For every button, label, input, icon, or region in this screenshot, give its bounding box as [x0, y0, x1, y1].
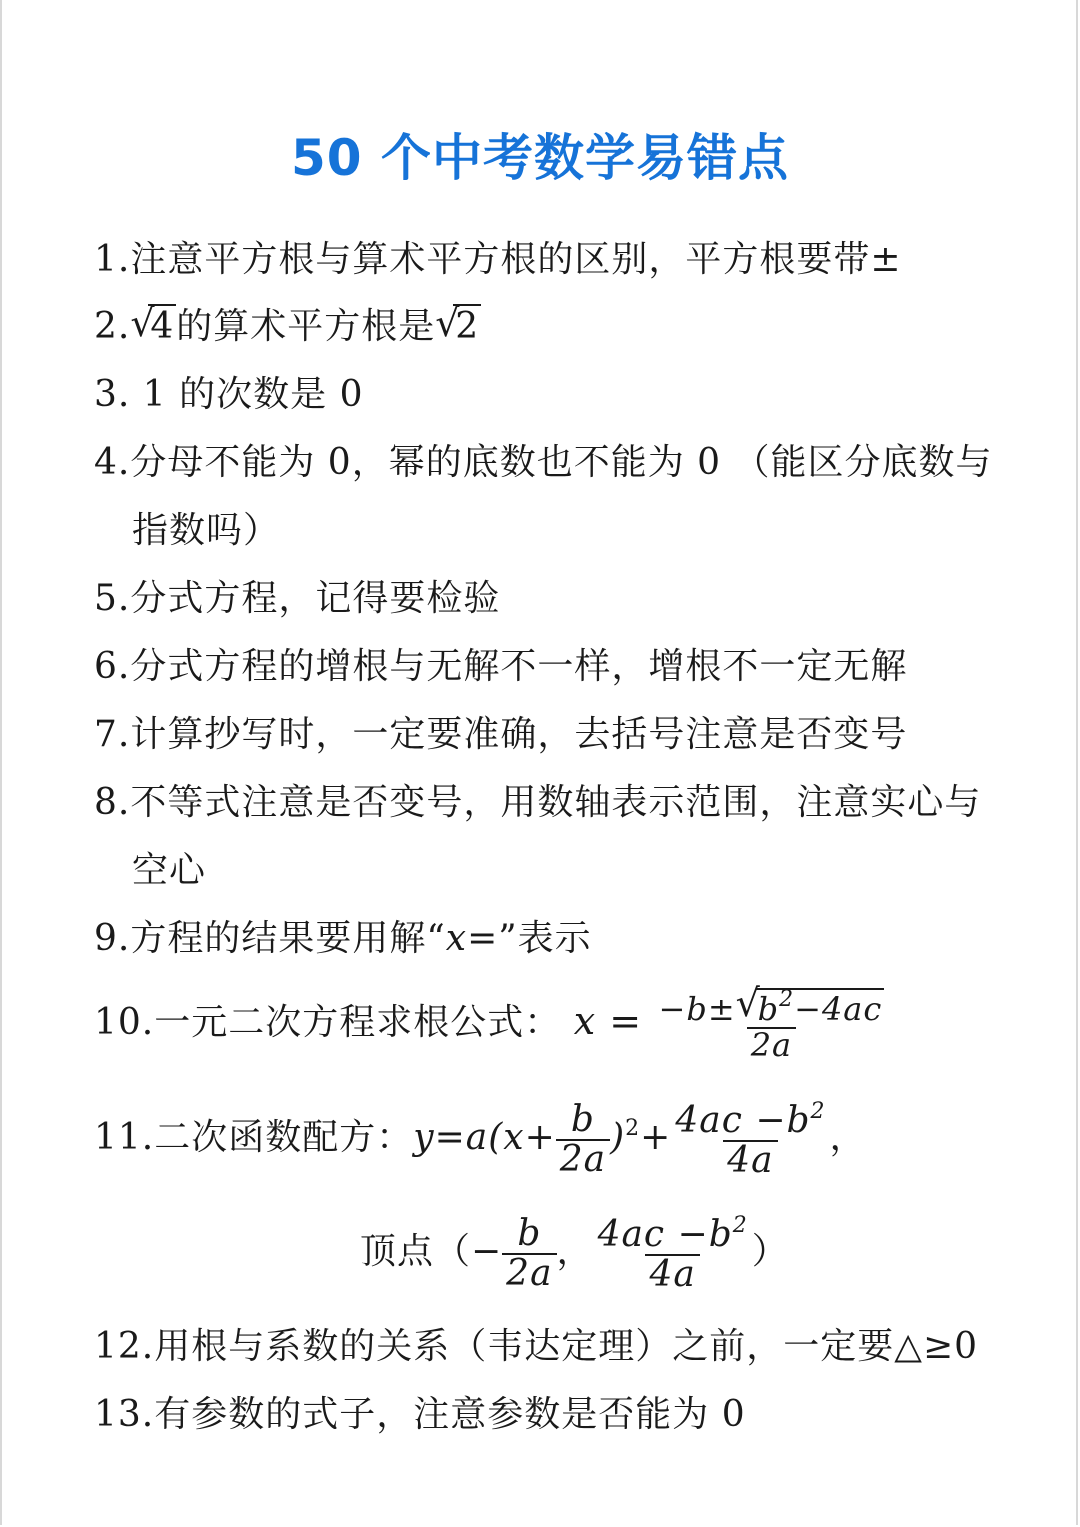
page-title: 50 个中考数学易错点 — [291, 129, 789, 187]
vertex-frac-2-num — [594, 1214, 752, 1254]
frac-1-den: 2a — [556, 1139, 610, 1179]
item-6: 6.分式方程的增根与无解不一样，增根不一定无解 — [94, 646, 908, 687]
item-11-exp: 2 — [625, 1115, 641, 1141]
item-1: 1.注意平方根与算术平方根的区别，平方根要带± — [94, 239, 902, 280]
numerator-prefix: −b± — [658, 990, 736, 1028]
vertex-line — [360, 1214, 789, 1294]
sqrt-2 — [435, 301, 481, 350]
item-11-frac-1 — [556, 1101, 610, 1179]
frac-2-num — [671, 1100, 829, 1140]
discriminant-b: b — [757, 990, 780, 1028]
radical-icon: √ — [435, 301, 461, 345]
vertex-frac-1-num: b — [517, 1213, 542, 1254]
frac-2-den: 4a — [723, 1140, 777, 1180]
vertex-frac-2-num-text: 4ac −b — [597, 1214, 733, 1255]
item-3: 3. 1 的次数是 0 — [94, 374, 364, 415]
frac-2-num-exp: 2 — [810, 1099, 826, 1124]
radicand-4: 4 — [150, 306, 175, 347]
item-11-lhs: y=a(x+ — [413, 1116, 556, 1158]
quadratic-formula-fraction — [655, 981, 889, 1064]
item-12: 12.用根与系数的关系（韦达定理）之前，一定要△≥0 — [94, 1326, 979, 1367]
frac-1-num: b — [570, 1099, 595, 1140]
item-11 — [94, 1100, 867, 1180]
item-4-line-1: 4.分母不能为 0，幂的底数也不能为 0 （能区分底数与 — [94, 442, 993, 483]
item-5: 5.分式方程，记得要检验 — [94, 578, 501, 619]
radicand-2: 2 — [455, 306, 480, 347]
radical-icon: √ — [130, 301, 156, 345]
item-9-post: ”表示 — [498, 918, 592, 959]
item-2 — [94, 301, 481, 350]
item-10 — [94, 981, 888, 1064]
item-9 — [94, 916, 592, 962]
item-2-prefix: 2. — [94, 306, 131, 347]
sqrt-4 — [130, 301, 176, 350]
item-10-label: 10.一元二次方程求根公式： — [94, 1002, 562, 1044]
vertex-frac-1 — [502, 1215, 556, 1293]
vertex-frac-2 — [594, 1214, 752, 1294]
vertex-close: ） — [751, 1230, 789, 1272]
item-9-math: x= — [445, 918, 499, 959]
item-8-line-1: 8.不等式注意是否变号，用数轴表示范围，注意实心与 — [94, 782, 982, 823]
vertex-frac-2-den: 4a — [645, 1254, 699, 1294]
item-9-pre: 9.方程的结果要用解“ — [94, 918, 446, 959]
vertex-frac-2-exp: 2 — [732, 1213, 748, 1238]
quadratic-formula-numerator — [655, 981, 889, 1028]
discriminant-sqrt — [735, 981, 885, 1028]
item-7: 7.计算抄写时，一定要准确，去括号注意是否变号 — [94, 714, 908, 755]
item-8-line-2: 空心 — [132, 850, 207, 891]
discriminant-exp: 2 — [779, 987, 795, 1012]
vertex-label: 顶点（− — [360, 1230, 503, 1272]
vertex-comma: ， — [556, 1230, 594, 1272]
quadratic-formula-lhs: x = — [573, 999, 643, 1044]
item-4-line-2: 指数吗） — [132, 510, 281, 551]
item-2-mid: 的算术平方根是 — [176, 306, 436, 347]
item-11-frac-2 — [671, 1100, 829, 1180]
quadratic-formula-denominator: 2a — [747, 1027, 796, 1063]
item-13: 13.有参数的式子，注意参数是否能为 0 — [94, 1394, 746, 1435]
item-11-plus: + — [640, 1116, 672, 1158]
vertex-frac-1-den: 2a — [502, 1253, 556, 1293]
item-11-label: 11.二次函数配方： — [94, 1116, 414, 1158]
frac-2-num-text: 4ac −b — [675, 1100, 811, 1141]
discriminant — [756, 988, 885, 1028]
item-11-close: ) — [610, 1116, 626, 1158]
discriminant-rest: −4ac — [794, 990, 883, 1028]
item-11-comma: ， — [829, 1116, 867, 1158]
radical-icon: √ — [735, 981, 761, 1025]
